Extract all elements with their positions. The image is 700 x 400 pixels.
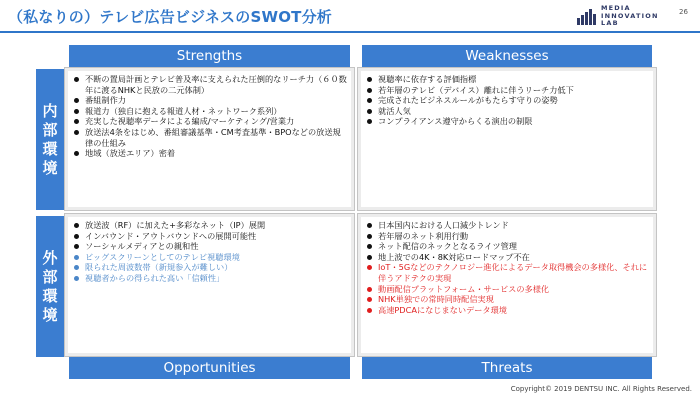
list-item: インバウンド・アウトバウンドへの展開可能性: [73, 231, 348, 242]
list-item: 視聴者からの得られた高い「信頼性」: [73, 273, 348, 284]
list-item: ソーシャルメディアとの親和性: [73, 241, 348, 252]
list-item: 視聴率に依存する評価指標: [366, 74, 650, 85]
list-item: 日本国内における人口減少トレンド: [366, 220, 650, 231]
list-item: 放送法4条をはじめ、番組審議基準・CM考査基準・BPOなどの放送規律の仕組み: [73, 127, 348, 148]
slide-title: （私なりの）テレビ広告ビジネスのSWOT分析: [8, 8, 332, 26]
strengths-cell: [64, 67, 355, 211]
weaknesses-header: Weaknesses: [362, 45, 652, 67]
row-label-internal-text: 内部環境: [42, 101, 58, 177]
list-item: 番組制作力: [73, 95, 348, 106]
list-item: ネット配信のネックとなるライツ管理: [366, 241, 650, 252]
row-label-external: [36, 216, 64, 357]
list-item: 限られた周波数帯（新規参入が難しい）: [73, 262, 348, 273]
list-item: 高速PDCAになじまないデータ環境: [366, 305, 650, 316]
logo-text: MEDIA INNOVATION LAB: [601, 4, 659, 28]
list-item: 不断の置局計画とテレビ普及率に支えられた圧倒的なリーチ力（６０数年に渡るNHKと民放の二元体制）: [73, 74, 348, 95]
weaknesses-cell: [357, 67, 657, 211]
title-underline: [0, 31, 700, 33]
list-item: ビッグスクリーンとしてのテレビ視聴環境: [73, 252, 348, 263]
copyright: Copyright© 2019 DENTSU INC. All Rights Reserved.: [510, 385, 692, 393]
list-item: IoT・5Gなどのテクノロジー進化によるデータ取得機会の多様化、それに伴うアドテクの実現: [366, 262, 650, 283]
list-item: 動画配信プラットフォーム・サービスの多様化: [366, 284, 650, 295]
list-item: 若年層のテレビ（デバイス）離れに伴うリーチ力低下: [366, 85, 650, 96]
list-item: 地域（放送エリア）密着: [73, 148, 348, 159]
threats-header: Threats: [362, 357, 652, 379]
list-item: 就活人気: [366, 106, 650, 117]
row-label-internal: [36, 69, 64, 210]
list-item: 充実した視聴率データによる編成/マーケティング/営業力: [73, 116, 348, 127]
media-innovation-lab-logo: [577, 4, 677, 30]
list-item: NHK単独での常時同時配信実現: [366, 294, 650, 305]
weaknesses-list: [358, 68, 656, 127]
list-item: 報道力（独自に抱える報道人材・ネットワーク系列）: [73, 106, 348, 117]
threats-cell: [357, 213, 657, 357]
list-item: コンプライアンス遵守からくる演出の制限: [366, 116, 650, 127]
logo-bars-icon: [577, 9, 597, 25]
strengths-list: [65, 68, 354, 159]
list-item: 地上波での4K・8K対応ロードマップ不在: [366, 252, 650, 263]
list-item: 完成されたビジネスルールがもたらす守りの姿勢: [366, 95, 650, 106]
opportunities-header: Opportunities: [69, 357, 350, 379]
strengths-header: Strengths: [69, 45, 350, 67]
list-item: 放送波（RF）に加えた+多彩なネット（IP）展開: [73, 220, 348, 231]
opportunities-cell: [64, 213, 355, 357]
row-label-external-text: 外部環境: [42, 248, 58, 324]
threats-list: [358, 214, 656, 315]
list-item: 若年層のネット利用行動: [366, 231, 650, 242]
page-number: 26: [679, 8, 688, 16]
opportunities-list: [65, 214, 354, 284]
